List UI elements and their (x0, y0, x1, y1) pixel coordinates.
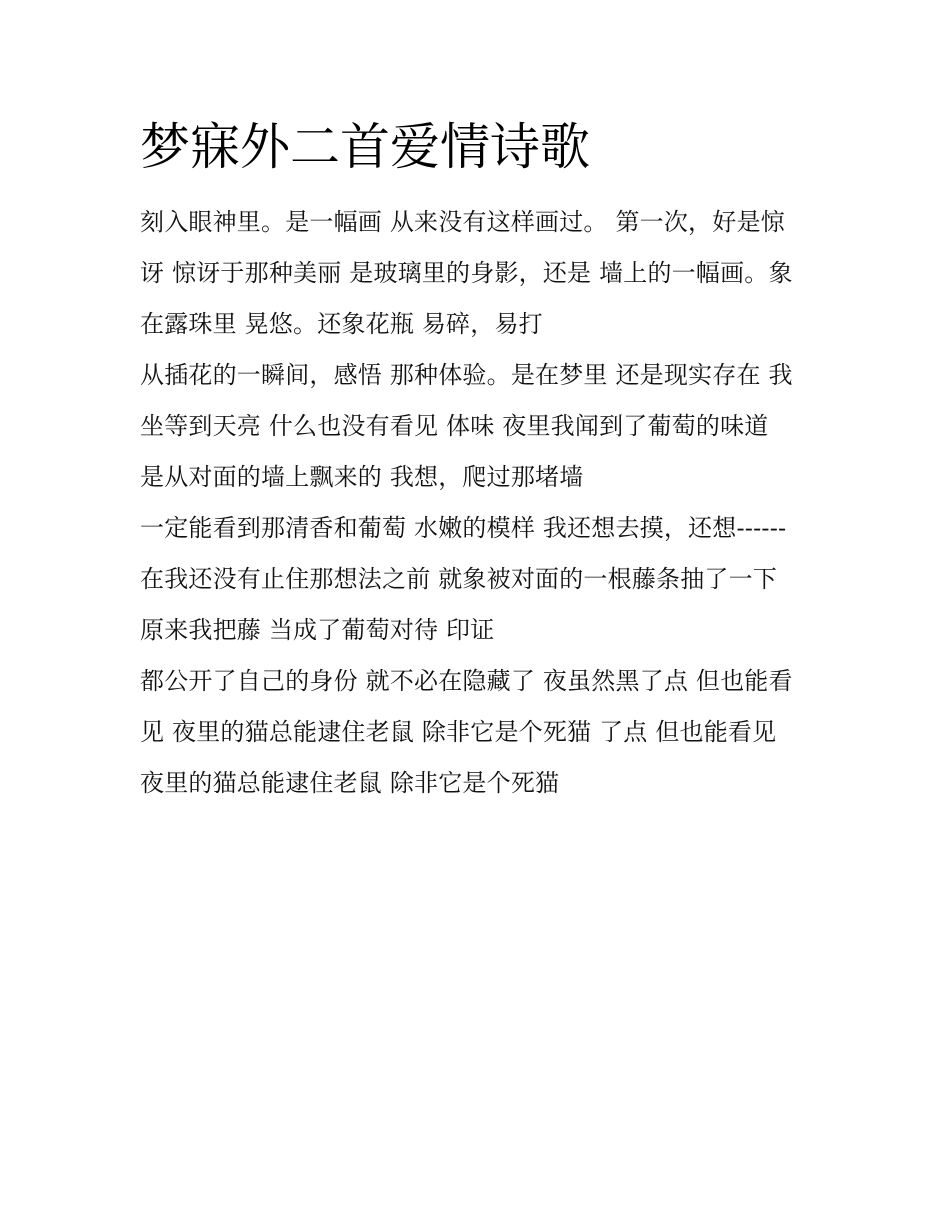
document-title: 梦寐外二首爱情诗歌 (140, 118, 590, 176)
body-line: 坐等到天亮 什么也没有看见 体味 夜里我闻到了葡萄的味道 (140, 412, 769, 440)
body-line: 在我还没有止住那想法之前 就象被对面的一根藤条抽了一下 (140, 565, 778, 593)
body-line: 从插花的一瞬间，感悟 那种体验。是在梦里 还是现实存在 我 (140, 361, 793, 389)
body-line: 原来我把藤 当成了葡萄对待 印证 (140, 616, 495, 644)
body-line: 都公开了自己的身份 就不必在隐藏了 夜虽然黑了点 但也能看 (140, 667, 793, 695)
body-line: 夜里的猫总能逮住老鼠 除非它是个死猫 (140, 769, 560, 797)
body-line: 在露珠里 晃悠。还象花瓶 易碎，易打 (140, 310, 543, 338)
body-line: 刻入眼神里。是一幅画 从来没有这样画过。 第一次，好是惊 (140, 208, 785, 236)
body-line: 见 夜里的猫总能逮住老鼠 除非它是个死猫 了点 但也能看见 (140, 718, 777, 746)
document-body (140, 197, 820, 809)
body-line: 一定能看到那清香和葡萄 水嫩的模样 我还想去摸，还想------ (140, 514, 787, 542)
body-line: 是从对面的墙上飘来的 我想，爬过那堵墙 (140, 463, 584, 491)
body-line: 讶 惊讶于那种美丽 是玻璃里的身影，还是 墙上的一幅画。象 (140, 259, 793, 287)
